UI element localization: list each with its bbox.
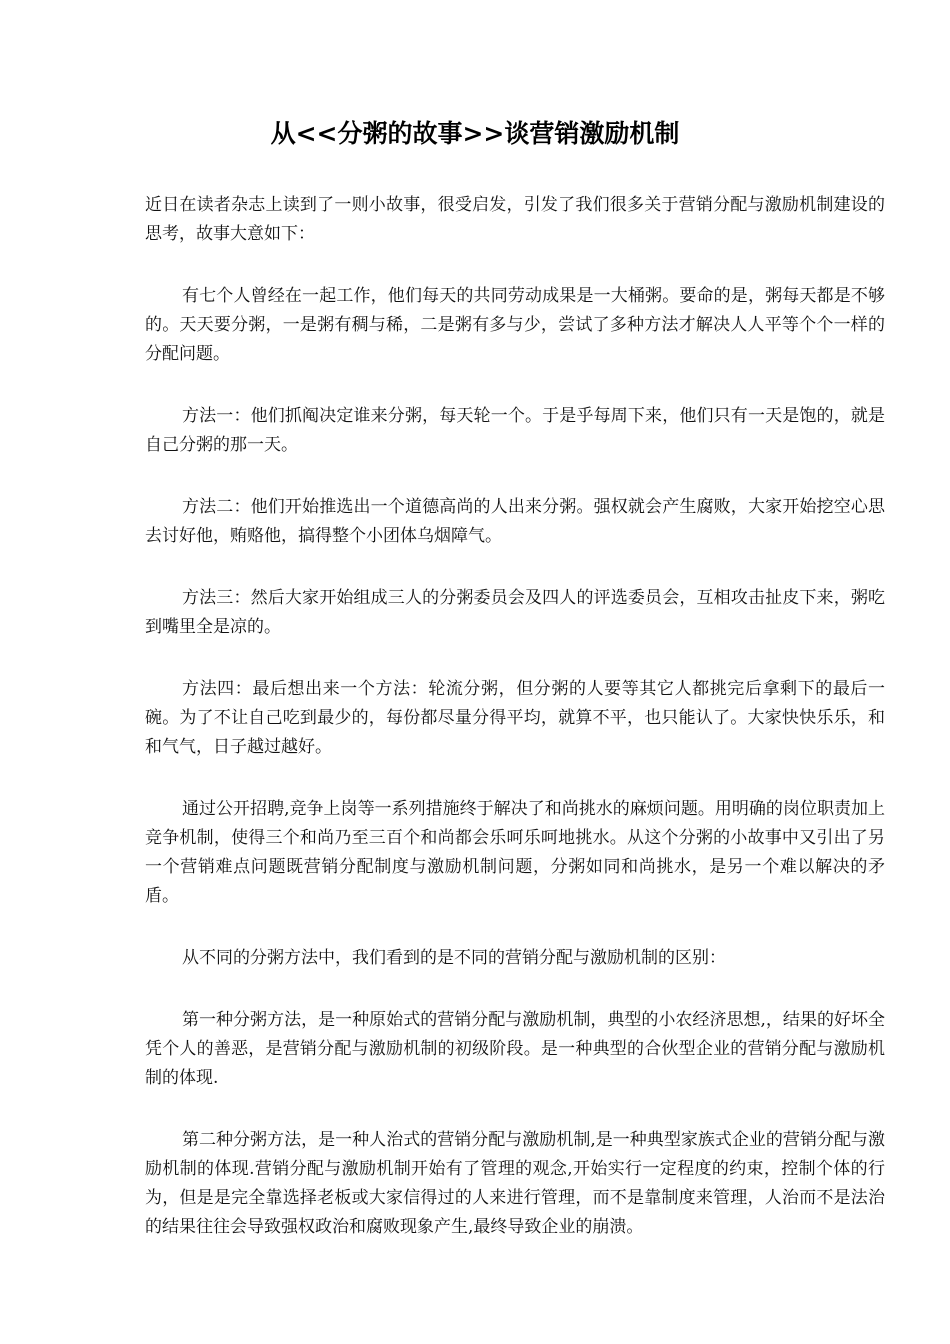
paragraph-comparison: 从不同的分粥方法中，我们看到的是不同的营销分配与激励机制的区别： xyxy=(182,948,726,968)
paragraph-method-2: 方法二：他们开始推选出一个道德高尚的人出来分粥。强权就会产生腐败，大家开始挖空心思去讨好他，贿赂他，搞得整个小团体乌烟障气。 xyxy=(145,497,885,546)
paragraph-first-method: 第一种分粥方法，是一种原始式的营销分配与激励机制，典型的小农经济思想,，结果的好坏全凭个人的善恶，是营销分配与激励机制的初级阶段。是一种典型的合伙型企业的营销分配与激励机制的体现. xyxy=(145,1010,885,1088)
paragraph-story: 有七个人曾经在一起工作，他们每天的共同劳动成果是一大桶粥。要命的是，粥每天都是不够的。天天要分粥，一是粥有稠与稀，二是粥有多与少，尝试了多种方法才解决人人平等个个一样的分配问题。 xyxy=(145,286,885,364)
paragraph-intro: 近日在读者杂志上读到了一则小故事，很受启发，引发了我们很多关于营销分配与激励机制建设的思考，故事大意如下： xyxy=(145,195,885,244)
paragraph-second-method: 第二种分粥方法，是一种人治式的营销分配与激励机制,是一种典型家族式企业的营销分配与激励机制的体现.营销分配与激励机制开始有了管理的观念,开始实行一定程度的约束，控制个体的行为，但是是完全靠选择老板或大家信得过的人来进行管理，而不是靠制度来管理，人治而不是法治的结果往往会导致强权政治和腐败现象产生,最终导致企业的崩溃。 xyxy=(145,1130,885,1237)
paragraph-method-1: 方法一：他们抓阄决定谁来分粥，每天轮一个。于是乎每周下来，他们只有一天是饱的，就是自己分粥的那一天。 xyxy=(145,406,885,455)
page-title: 从<<分粥的故事>>谈营销激励机制 xyxy=(270,119,680,148)
paragraph-recruitment: 通过公开招聘,竞争上岗等一系列措施终于解决了和尚挑水的麻烦问题。用明确的岗位职责加上竞争机制，使得三个和尚乃至三百个和尚都会乐呵乐呵地挑水。从这个分粥的小故事中又引出了另一个营销难点问题既营销分配制度与激励机制问题，分粥如同和尚挑水，是另一个难以解决的矛盾。 xyxy=(145,799,885,906)
paragraph-method-3: 方法三：然后大家开始组成三人的分粥委员会及四人的评选委员会，互相攻击扯皮下来，粥吃到嘴里全是凉的。 xyxy=(145,588,885,637)
paragraph-method-4: 方法四：最后想出来一个方法：轮流分粥，但分粥的人要等其它人都挑完后拿剩下的最后一碗。为了不让自己吃到最少的，每份都尽量分得平均，就算不平，也只能认了。大家快快乐乐，和和气气，日子越过越好。 xyxy=(145,679,885,757)
document-body xyxy=(145,191,885,1275)
